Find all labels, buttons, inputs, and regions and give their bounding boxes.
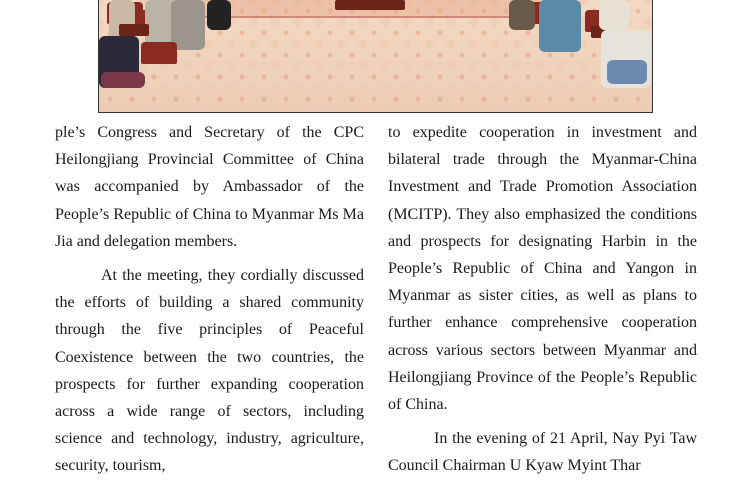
paragraph: In the evening of 21 April, Nay Pyi Taw Council Chairman U Kyaw Myint Thar [388,430,697,475]
seated-person [101,72,145,88]
centre-table [335,0,405,10]
article-column-right [388,119,697,480]
seated-person [539,0,581,52]
chair [141,42,177,64]
paragraph: At the meeting, they cordially discussed the efforts of building a shared community through the five principles of Peaceful Coexistence between the two countries, the prospects for further expanding cooperation across a wide range of sectors, including science and technology, industry, agriculture, security, tourism, [55,267,364,475]
seated-person [207,0,231,30]
side-table [119,24,149,36]
article-column-left [55,119,364,480]
seated-person [607,60,647,84]
seated-person [509,0,535,30]
paragraph: to expedite cooperation in investment and bilateral trade through the Myanmar-China Investment and Trade Promotion Association (MCITP). They also emphasized the conditions and prospects for designating Harbin in the People’s Republic of China and Yangon in Myanmar as sister cities, as well as plans to further enhance comprehensive cooperation across various sectors between Myanmar and Heilongjiang Province of the People’s Republic of China. [388,124,697,414]
seated-person [599,0,629,30]
meeting-photo [98,0,653,113]
paragraph: ple’s Congress and Secretary of the CPC Heilongjiang Provincial Committee of China was accompanied by Ambassador of the People’s Republic of China to Myanmar Ms Ma Jia and delegation members. [55,124,364,250]
